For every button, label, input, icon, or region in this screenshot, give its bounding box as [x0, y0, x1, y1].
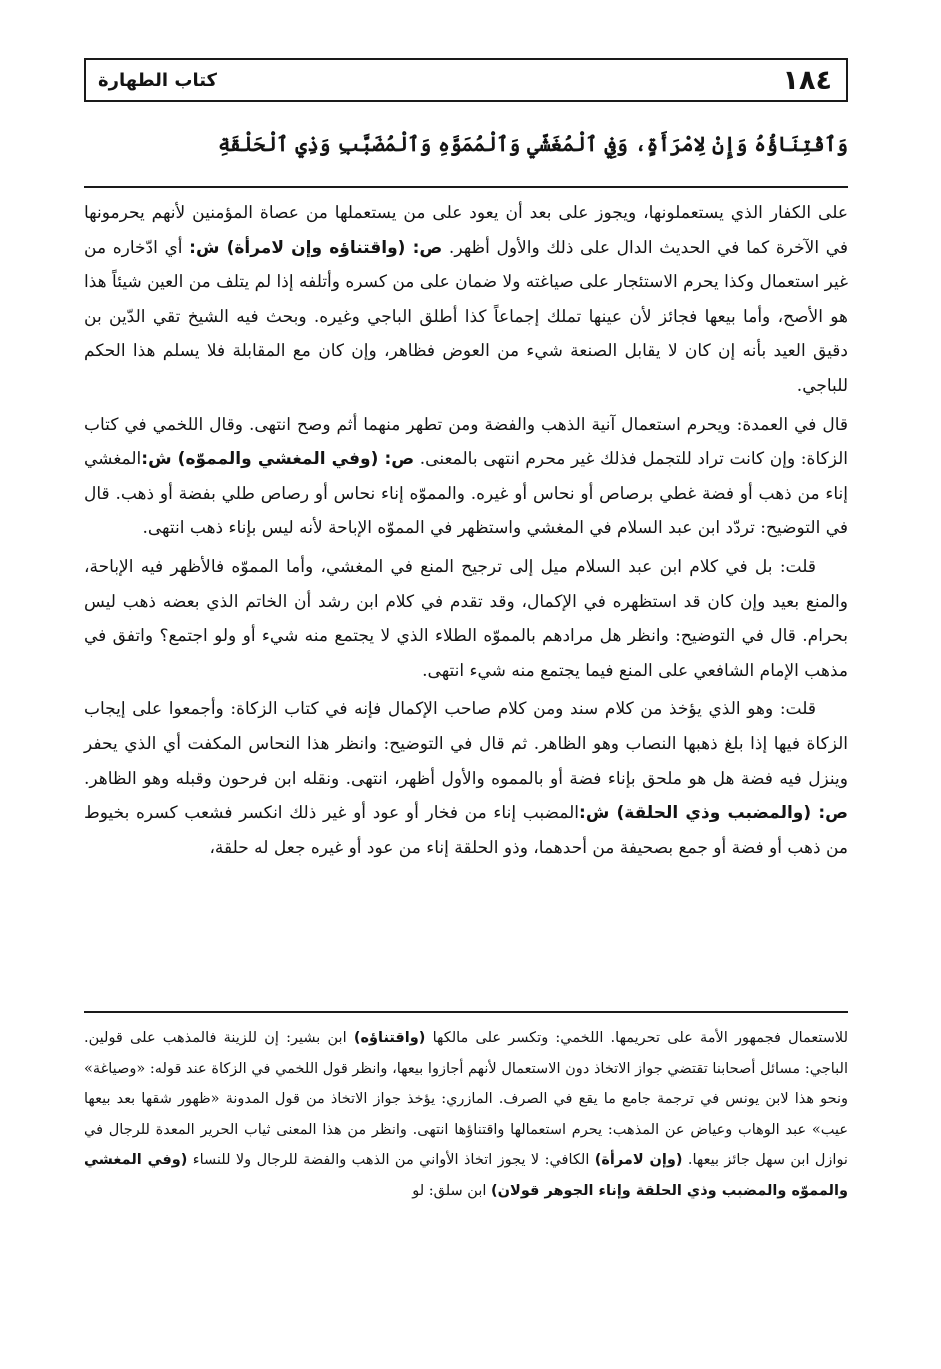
footnote-text: ابن بشير: إن للزينة فالمذهب على قولين. الباجي: مسائل أصحابنا تقتضي جواز الاتخاذ دون الاستعمال لأنهم أجازوا بيعها، وانظر قول اللخمي في الزكاة عند قوله: «وصياغة» ونحو هذا لابن يونس في ترجمة جامع ما يقع في الصرف. المازري: يؤخذ جواز الاتخاذ من قول المدونة «ظهور شقها بعد بيعها عيب» عبد الوهاب وعياض عن المذهب: يحرم استعمالها واقتناؤها انتهى. وانظر من هذا المعنى ثياب الحرير المعدة للرجال في نوازل ابن سهل جائز بيعها. [84, 1030, 848, 1169]
page-number: ١٨٤ [782, 65, 832, 96]
commentary-text: أي ادّخاره من غير استعمال وكذا يحرم الاستئجار على صياغته ولا ضمان على من كسره وأتلفه إذا لم يتلف من العين شيئاً هذا هو الأصح، وأما بيعها فجائز لأن عينها تملك إجماعاً كذا أطلق الباجي وغيره. وبحث فيه الشيخ تقي الدّين بن دقيق العيد بأنه إن كان لا يقابل الصنعة شيء من العوض فظاهر، وإن كان مع المقابلة فلا يسلم هذا الحكم للباجي. [84, 237, 848, 396]
commentary-paragraph-1 [84, 196, 848, 404]
commentary-text: المضبب إناء من فخار أو عود أو غير ذلك انكسر فشعب كسره بخيوط من ذهب أو فضة أو جمع بصحيفة من أحدهما، وذو الحلقة إناء من عود أو غيره جعل له حلقة، [84, 803, 848, 858]
matn-quote: ص: (والمضبب وذي الحلقة) ش: [579, 803, 848, 824]
running-header [84, 58, 848, 102]
matn-quote: ص: (واقتناؤه وإن لامرأة) ش: [189, 237, 443, 258]
commentary-text: المغشي إناء من ذهب أو فضة غطي برصاص أو نحاس أو غيره. والمموّه إناء نحاس أو رصاص طلي بفضة أو ذهب. قال في التوضيح: تردّد ابن عبد السلام في المغشي واستظهر في المموّه الإباحة لأنه ليس بإناء ذهب انتهى. [84, 449, 848, 539]
matn-quote: ص: (وفي المغشي والمموّه) ش: [141, 449, 415, 470]
commentary-paragraph-3: قلت: بل في كلام ابن عبد السلام ميل إلى ترجيح المنع في المغشي، وأما المموّه فالأظهر فيه الإباحة، والمنع بعيد وإن كان قد استظهره في الإكمال، وقد تقدم في كلام ابن رشد أن الخاتم الذي بعضه ذهب ليس بحرام. قال في التوضيح: وانظر هل مرادهم بالمموّه الطلاء الذي لا يجتمع منه شيء أو ولو اجتمع؟ واتفق في مذهب الإمام الشافعي على المنع فيما يجتمع منه شيء انتهى. [84, 556, 848, 681]
footnote-text: ابن سلق: لو [412, 1182, 492, 1199]
book-page [84, 58, 854, 1348]
footnote-text: للاستعمال فجمهور الأمة على تحريمها. اللخمي: وتكسر على مالكها [425, 1030, 848, 1046]
commentary-text: قال في العمدة: ويحرم استعمال آنية الذهب والفضة ومن تطهر منهما أثم وصح انتهى. وقال اللخمي في كتاب الزكاة: وإن كانت تراد للتجمل فذلك غير محرم انتهى بالمعنى. [84, 414, 848, 470]
main-text-line: وَٱقْتِنَاؤُهُ وَإِنْ لِامْرَأَةٍ، وَفِي ٱلْمُغَشّي وَٱلْمُمَوَّهِ وَٱلْمُضَبَّبِ وَذِي ٱلْحَلْقَةِ [218, 132, 848, 156]
commentary-text: على الكفار الذي يستعملونها، ويجوز على بعد أن يعود على من يستعملها من عصاة المؤمنين لأنهم يحرمونها في الآخرة كما في الحديث الدال على ذلك والأول أظهر. [84, 203, 848, 258]
footnote-divider [84, 1011, 848, 1013]
commentary-text: قلت: وهو الذي يؤخذ من كلام سند ومن كلام صاحب الإكمال فإنه في كتاب الزكاة: وأجمعوا على إيجاب الزكاة فيها إذا بلغ ذهبها النصاب وهو الظاهر. ثم قال في التوضيح: وانظر هذا النحاس المكفت أي الذي يحفر وينزل فيه فضة هل هو ملحق بإناء فضة أو بالمموه والأول أظهر، انتهى. ونقله ابن فرحون وقبله وهو الظاهر. [84, 699, 848, 789]
footnote-text: الكافي: لا يجوز اتخاذ الأواني من الذهب والفضة للرجال ولا للنساء [187, 1152, 595, 1169]
footnote-quote: (وفي المغشي والمموّه والمضبب وذي الحلقة وإناء الجوهر قولان) [84, 1152, 848, 1199]
top-divider [84, 186, 848, 188]
commentary-paragraph-2 [84, 408, 848, 546]
book-title: كتاب الطهارة [98, 70, 218, 91]
footnote-quote: (واقتناؤه) [353, 1030, 426, 1046]
commentary-body [84, 196, 848, 869]
footnotes [84, 1023, 848, 1207]
commentary-paragraph-4 [84, 692, 848, 865]
footnote-quote: (وإن لامرأة) [594, 1152, 683, 1169]
